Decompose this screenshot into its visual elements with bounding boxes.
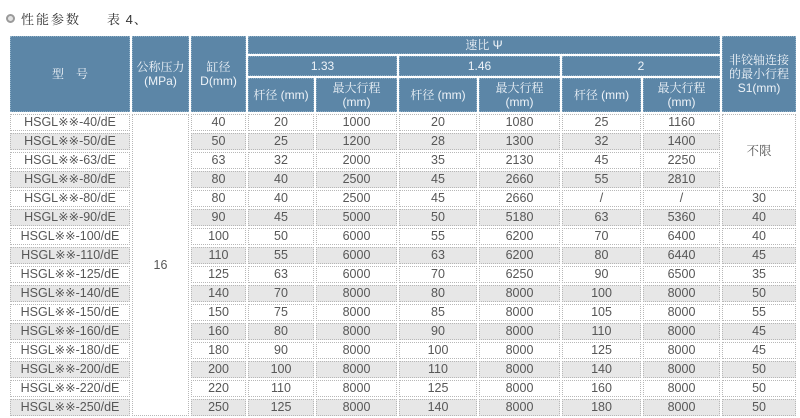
bore-cell: 125 xyxy=(191,266,246,283)
rod-2-cell: 63 xyxy=(562,209,641,226)
stroke-146-cell: 8000 xyxy=(479,285,560,302)
header-ratio-146: 1.46 xyxy=(399,56,560,76)
table-row xyxy=(10,190,796,207)
stroke-146-cell: 1300 xyxy=(479,133,560,150)
stroke-133-cell: 6000 xyxy=(316,228,397,245)
stroke-146-cell: 1080 xyxy=(479,114,560,131)
rod-2-cell: 45 xyxy=(562,152,641,169)
s1-cell: 55 xyxy=(722,304,796,321)
stroke-133-cell: 2500 xyxy=(316,190,397,207)
s1-cell: 40 xyxy=(722,228,796,245)
table-row xyxy=(10,361,796,378)
stroke-133-cell: 5000 xyxy=(316,209,397,226)
bore-cell: 110 xyxy=(191,247,246,264)
bore-cell: 63 xyxy=(191,152,246,169)
header-s1 xyxy=(722,36,796,112)
stroke-133-cell: 1000 xyxy=(316,114,397,131)
rod-146-cell: 35 xyxy=(399,152,477,169)
stroke-133-cell: 2500 xyxy=(316,171,397,188)
header-s1-line2: 的最小行程 xyxy=(729,67,790,81)
s1-cell: 35 xyxy=(722,266,796,283)
circle-bullet-icon xyxy=(6,14,15,23)
bore-cell: 40 xyxy=(191,114,246,131)
stroke-2-cell: 2810 xyxy=(643,171,720,188)
header-stroke-2: 最大行程 (mm) xyxy=(643,78,720,112)
stroke-2-cell: / xyxy=(643,190,720,207)
stroke-2-cell: 1400 xyxy=(643,133,720,150)
rod-2-cell: 125 xyxy=(562,342,641,359)
header-s1-line1: 非铰轴连接 xyxy=(729,53,790,67)
rod-2-cell: 32 xyxy=(562,133,641,150)
table-row xyxy=(10,247,796,264)
rod-133-cell: 70 xyxy=(248,285,314,302)
stroke-146-cell: 8000 xyxy=(479,380,560,397)
rod-2-cell: 105 xyxy=(562,304,641,321)
bore-cell: 150 xyxy=(191,304,246,321)
header-ratio-133: 1.33 xyxy=(248,56,397,76)
stroke-133-cell: 8000 xyxy=(316,342,397,359)
rod-133-cell: 80 xyxy=(248,323,314,340)
bore-cell: 100 xyxy=(191,228,246,245)
rod-2-cell: 55 xyxy=(562,171,641,188)
stroke-146-cell: 8000 xyxy=(479,399,560,416)
stroke-146-cell: 8000 xyxy=(479,342,560,359)
stroke-133-cell: 1200 xyxy=(316,133,397,150)
model-cell: HSGL※※-140/dE xyxy=(10,285,130,302)
stroke-2-cell: 8000 xyxy=(643,399,720,416)
s1-cell: 50 xyxy=(722,399,796,416)
header-pressure-line1: 公称压力 xyxy=(136,60,185,74)
stroke-146-cell: 5180 xyxy=(479,209,560,226)
model-cell: HSGL※※-125/dE xyxy=(10,266,130,283)
s1-cell: 30 xyxy=(722,190,796,207)
stroke-2-cell: 5360 xyxy=(643,209,720,226)
stroke-2-cell: 8000 xyxy=(643,304,720,321)
model-cell: HSGL※※-150/dE xyxy=(10,304,130,321)
rod-146-cell: 90 xyxy=(399,323,477,340)
bore-cell: 80 xyxy=(191,171,246,188)
rod-2-cell: 25 xyxy=(562,114,641,131)
bore-cell: 90 xyxy=(191,209,246,226)
stroke-146-cell: 6200 xyxy=(479,228,560,245)
stroke-2-cell: 8000 xyxy=(643,285,720,302)
header-model: 型 号 xyxy=(10,36,130,112)
rod-2-cell: 100 xyxy=(562,285,641,302)
rod-133-cell: 110 xyxy=(248,380,314,397)
rod-146-cell: 50 xyxy=(399,209,477,226)
table-header xyxy=(10,36,796,112)
spec-table xyxy=(8,34,798,418)
stroke-2-cell: 6400 xyxy=(643,228,720,245)
header-speed-ratio-group: 速比 Ψ xyxy=(248,36,720,54)
model-cell: HSGL※※-250/dE xyxy=(10,399,130,416)
rod-133-cell: 25 xyxy=(248,133,314,150)
stroke-2-cell: 2250 xyxy=(643,152,720,169)
rod-2-cell: 90 xyxy=(562,266,641,283)
stroke-146-cell: 8000 xyxy=(479,361,560,378)
s1-merged-cell: 不限 xyxy=(722,114,796,188)
model-cell: HSGL※※-220/dE xyxy=(10,380,130,397)
table-row xyxy=(10,380,796,397)
model-cell: HSGL※※-90/dE xyxy=(10,209,130,226)
rod-146-cell: 20 xyxy=(399,114,477,131)
model-cell: HSGL※※-160/dE xyxy=(10,323,130,340)
rod-133-cell: 32 xyxy=(248,152,314,169)
rod-2-cell: 180 xyxy=(562,399,641,416)
stroke-2-cell: 1160 xyxy=(643,114,720,131)
bore-cell: 160 xyxy=(191,323,246,340)
rod-146-cell: 80 xyxy=(399,285,477,302)
pressure-cell: 16 xyxy=(132,114,189,416)
rod-146-cell: 63 xyxy=(399,247,477,264)
rod-133-cell: 50 xyxy=(248,228,314,245)
model-cell: HSGL※※-40/dE xyxy=(10,114,130,131)
stroke-2-cell: 8000 xyxy=(643,342,720,359)
rod-133-cell: 40 xyxy=(248,190,314,207)
table-row xyxy=(10,228,796,245)
stroke-2-cell: 6440 xyxy=(643,247,720,264)
bore-cell: 140 xyxy=(191,285,246,302)
stroke-2-cell: 8000 xyxy=(643,323,720,340)
model-cell: HSGL※※-63/dE xyxy=(10,152,130,169)
stroke-146-cell: 2660 xyxy=(479,171,560,188)
stroke-133-cell: 8000 xyxy=(316,380,397,397)
model-cell: HSGL※※-200/dE xyxy=(10,361,130,378)
rod-146-cell: 125 xyxy=(399,380,477,397)
table-row xyxy=(10,171,796,188)
stroke-146-cell: 2130 xyxy=(479,152,560,169)
stroke-146-cell: 6200 xyxy=(479,247,560,264)
model-cell: HSGL※※-100/dE xyxy=(10,228,130,245)
header-ratio-2: 2 xyxy=(562,56,720,76)
table-row xyxy=(10,323,796,340)
rod-146-cell: 100 xyxy=(399,342,477,359)
bore-cell: 220 xyxy=(191,380,246,397)
table-row xyxy=(10,209,796,226)
table-row xyxy=(10,133,796,150)
rod-133-cell: 45 xyxy=(248,209,314,226)
stroke-146-cell: 8000 xyxy=(479,304,560,321)
stroke-133-cell: 8000 xyxy=(316,399,397,416)
header-bore-line2: D(mm) xyxy=(200,74,237,88)
bore-cell: 50 xyxy=(191,133,246,150)
rod-146-cell: 55 xyxy=(399,228,477,245)
model-cell: HSGL※※-50/dE xyxy=(10,133,130,150)
rod-2-cell: 110 xyxy=(562,323,641,340)
table-caption: 表 4、 xyxy=(107,12,148,27)
header-pressure-line2: (MPa) xyxy=(144,74,177,88)
model-cell: HSGL※※-180/dE xyxy=(10,342,130,359)
stroke-2-cell: 6500 xyxy=(643,266,720,283)
header-stroke-133: 最大行程 (mm) xyxy=(316,78,397,112)
model-cell: HSGL※※-110/dE xyxy=(10,247,130,264)
model-cell: HSGL※※-80/dE xyxy=(10,171,130,188)
stroke-146-cell: 8000 xyxy=(479,323,560,340)
table-row xyxy=(10,152,796,169)
header-bore-line1: 缸径 xyxy=(206,60,231,74)
rod-146-cell: 70 xyxy=(399,266,477,283)
rod-146-cell: 110 xyxy=(399,361,477,378)
rod-2-cell: 140 xyxy=(562,361,641,378)
header-rod-133: 杆径 (mm) xyxy=(248,78,314,112)
s1-cell: 45 xyxy=(722,342,796,359)
header-bore xyxy=(191,36,246,112)
table-row xyxy=(10,304,796,321)
rod-133-cell: 20 xyxy=(248,114,314,131)
rod-146-cell: 45 xyxy=(399,190,477,207)
bore-cell: 180 xyxy=(191,342,246,359)
rod-2-cell: 80 xyxy=(562,247,641,264)
model-cell: HSGL※※-80/dE xyxy=(10,190,130,207)
table-row xyxy=(10,342,796,359)
stroke-133-cell: 8000 xyxy=(316,285,397,302)
table-row xyxy=(10,266,796,283)
header-pressure xyxy=(132,36,189,112)
s1-cell: 45 xyxy=(722,323,796,340)
s1-cell: 50 xyxy=(722,285,796,302)
s1-cell: 50 xyxy=(722,361,796,378)
header-rod-146: 杆径 (mm) xyxy=(399,78,477,112)
rod-133-cell: 40 xyxy=(248,171,314,188)
table-row xyxy=(10,114,796,131)
stroke-133-cell: 6000 xyxy=(316,266,397,283)
section-title: 性能参数 xyxy=(21,12,82,27)
table-row xyxy=(10,285,796,302)
rod-133-cell: 90 xyxy=(248,342,314,359)
rod-2-cell: / xyxy=(562,190,641,207)
s1-cell: 40 xyxy=(722,209,796,226)
stroke-133-cell: 6000 xyxy=(316,247,397,264)
bore-cell: 80 xyxy=(191,190,246,207)
section-title-row xyxy=(0,0,800,34)
header-s1-line3: S1(mm) xyxy=(737,81,781,95)
rod-146-cell: 28 xyxy=(399,133,477,150)
rod-133-cell: 125 xyxy=(248,399,314,416)
header-stroke-146: 最大行程 (mm) xyxy=(479,78,560,112)
stroke-2-cell: 8000 xyxy=(643,380,720,397)
header-rod-2: 杆径 (mm) xyxy=(562,78,641,112)
s1-cell: 45 xyxy=(722,247,796,264)
rod-133-cell: 55 xyxy=(248,247,314,264)
rod-146-cell: 85 xyxy=(399,304,477,321)
bore-cell: 250 xyxy=(191,399,246,416)
rod-133-cell: 75 xyxy=(248,304,314,321)
rod-146-cell: 140 xyxy=(399,399,477,416)
stroke-146-cell: 2660 xyxy=(479,190,560,207)
stroke-133-cell: 8000 xyxy=(316,361,397,378)
rod-133-cell: 63 xyxy=(248,266,314,283)
stroke-133-cell: 2000 xyxy=(316,152,397,169)
s1-cell: 50 xyxy=(722,380,796,397)
table-row xyxy=(10,399,796,416)
stroke-133-cell: 8000 xyxy=(316,323,397,340)
table-body xyxy=(10,114,796,416)
rod-2-cell: 70 xyxy=(562,228,641,245)
bore-cell: 200 xyxy=(191,361,246,378)
rod-146-cell: 45 xyxy=(399,171,477,188)
stroke-146-cell: 6250 xyxy=(479,266,560,283)
rod-133-cell: 100 xyxy=(248,361,314,378)
stroke-2-cell: 8000 xyxy=(643,361,720,378)
stroke-133-cell: 8000 xyxy=(316,304,397,321)
rod-2-cell: 160 xyxy=(562,380,641,397)
